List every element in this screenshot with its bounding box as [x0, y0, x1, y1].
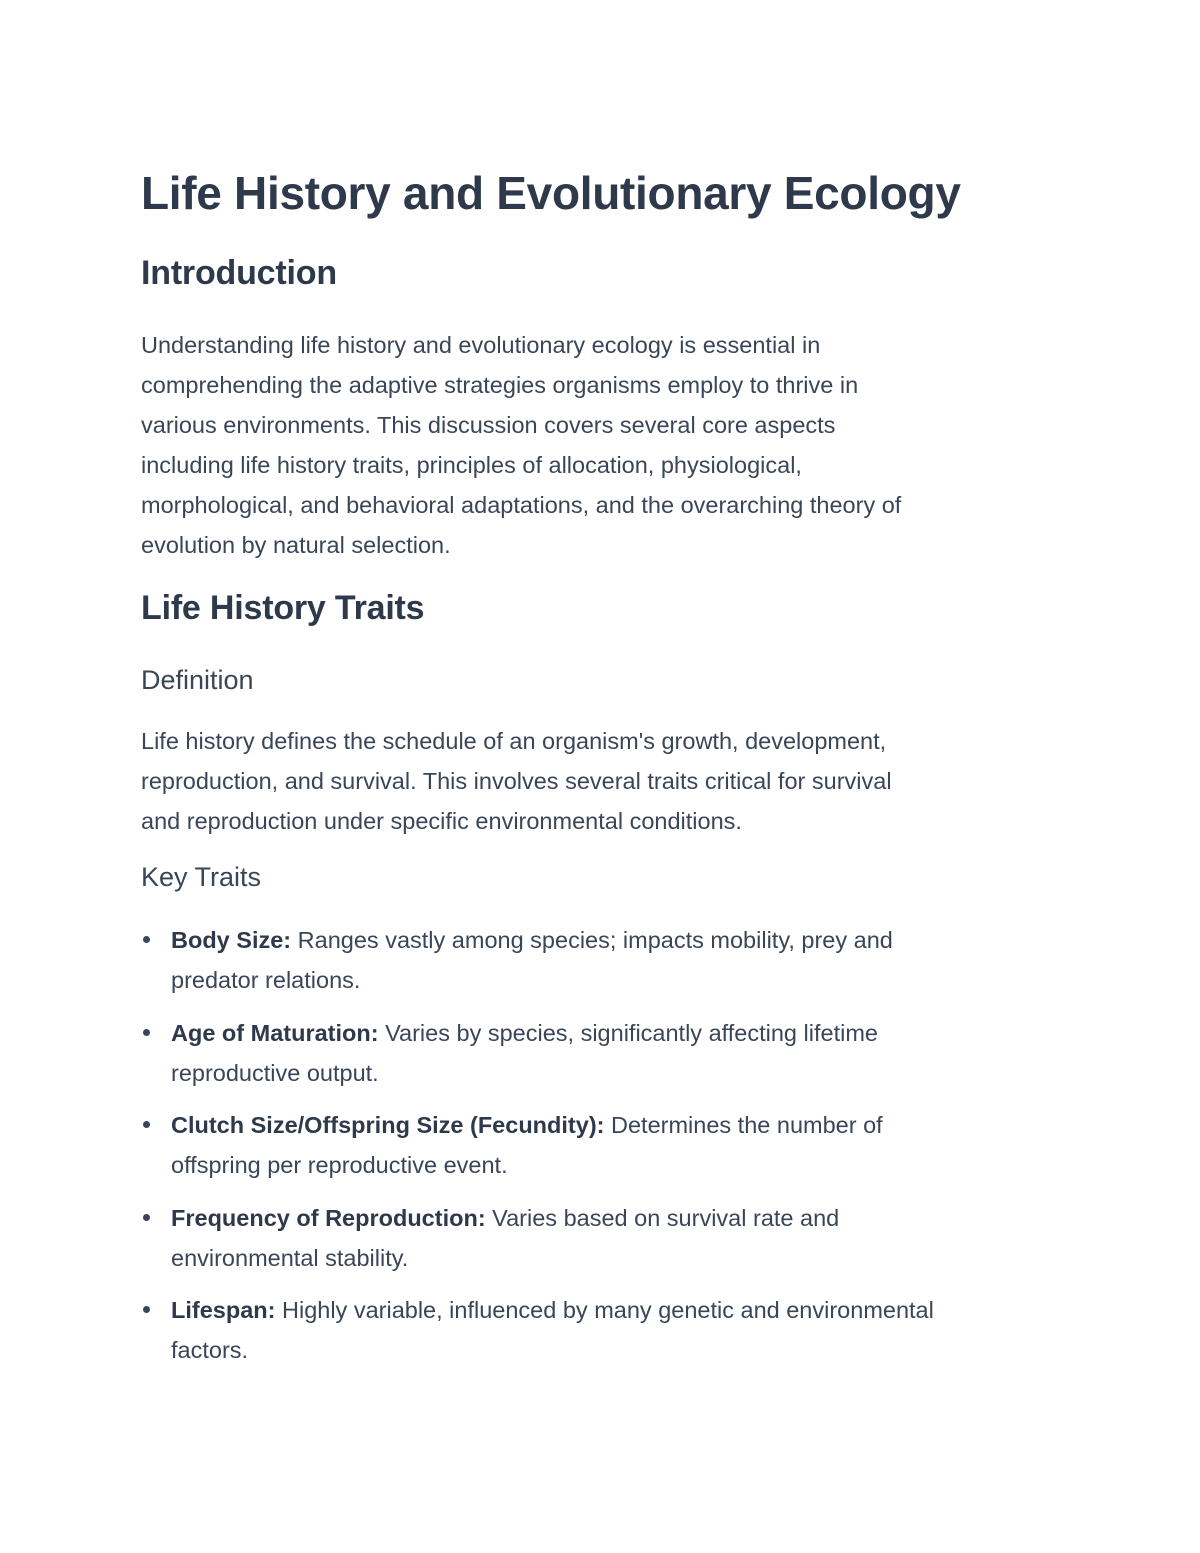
- list-item-line: [171, 1290, 1071, 1330]
- bullet-icon: [143, 936, 150, 943]
- trait-description-continued: reproductive output.: [171, 1059, 379, 1086]
- key-traits-list: [141, 920, 1071, 1383]
- trait-description: Ranges vastly among species; impacts mobility, prey and: [291, 927, 893, 953]
- list-item-line: [171, 1198, 1071, 1238]
- paragraph-line: including life history traits, principles of allocation, physiological,: [141, 452, 802, 478]
- trait-term: Age of Maturation:: [171, 1019, 379, 1046]
- paragraph-line: various environments. This discussion covers several core aspects: [141, 412, 836, 438]
- trait-term: Frequency of Reproduction:: [171, 1204, 486, 1231]
- paragraph-line: evolution by natural selection.: [141, 532, 451, 558]
- document-title: Life History and Evolutionary Ecology: [141, 167, 961, 219]
- bullet-icon: [143, 1214, 150, 1221]
- definition-heading: Definition: [141, 665, 254, 695]
- list-item: [141, 920, 1071, 1000]
- trait-description-continued: factors.: [171, 1337, 249, 1363]
- trait-term: Body Size:: [171, 927, 292, 953]
- introduction-heading: Introduction: [141, 254, 337, 292]
- list-item: [141, 1290, 1071, 1370]
- paragraph-line: Understanding life history and evolutionary ecology is essential in: [141, 332, 821, 358]
- key-traits-heading: Key Traits: [141, 862, 262, 892]
- bullet-icon: [143, 1029, 150, 1036]
- trait-description-continued: environmental stability.: [171, 1244, 409, 1271]
- life-history-traits-heading: Life History Traits: [141, 589, 425, 627]
- trait-description-continued: offspring per reproductive event.: [171, 1152, 508, 1178]
- list-item-line: [171, 920, 1071, 960]
- trait-description-continued: predator relations.: [171, 967, 361, 993]
- trait-description: Highly variable, influenced by many genetic and environmental: [275, 1297, 934, 1323]
- paragraph-line: Life history defines the schedule of an organism's growth, development,: [141, 728, 887, 754]
- paragraph-line: and reproduction under specific environmental conditions.: [141, 808, 742, 834]
- paragraph-line: reproduction, and survival. This involves several traits critical for survival: [141, 768, 892, 794]
- paragraph-line: comprehending the adaptive strategies organisms employ to thrive in: [141, 372, 859, 398]
- bullet-icon: [143, 1121, 150, 1128]
- list-item: [141, 1105, 1071, 1185]
- trait-description: Varies based on survival rate and: [485, 1204, 840, 1231]
- paragraph-line: morphological, and behavioral adaptations, and the overarching theory of: [141, 492, 902, 518]
- trait-description: Determines the number of: [604, 1112, 883, 1138]
- introduction-paragraph: [141, 325, 1071, 565]
- bullet-icon: [143, 1306, 150, 1313]
- list-item-line: [171, 1105, 1071, 1145]
- definition-paragraph: [141, 721, 1071, 841]
- list-item: [141, 1198, 1071, 1278]
- trait-term: Clutch Size/Offspring Size (Fecundity):: [171, 1112, 605, 1138]
- trait-term: Lifespan:: [171, 1297, 276, 1323]
- list-item-line: [171, 1013, 1071, 1053]
- list-item: [141, 1013, 1071, 1093]
- trait-description: Varies by species, significantly affecting lifetime: [378, 1019, 878, 1046]
